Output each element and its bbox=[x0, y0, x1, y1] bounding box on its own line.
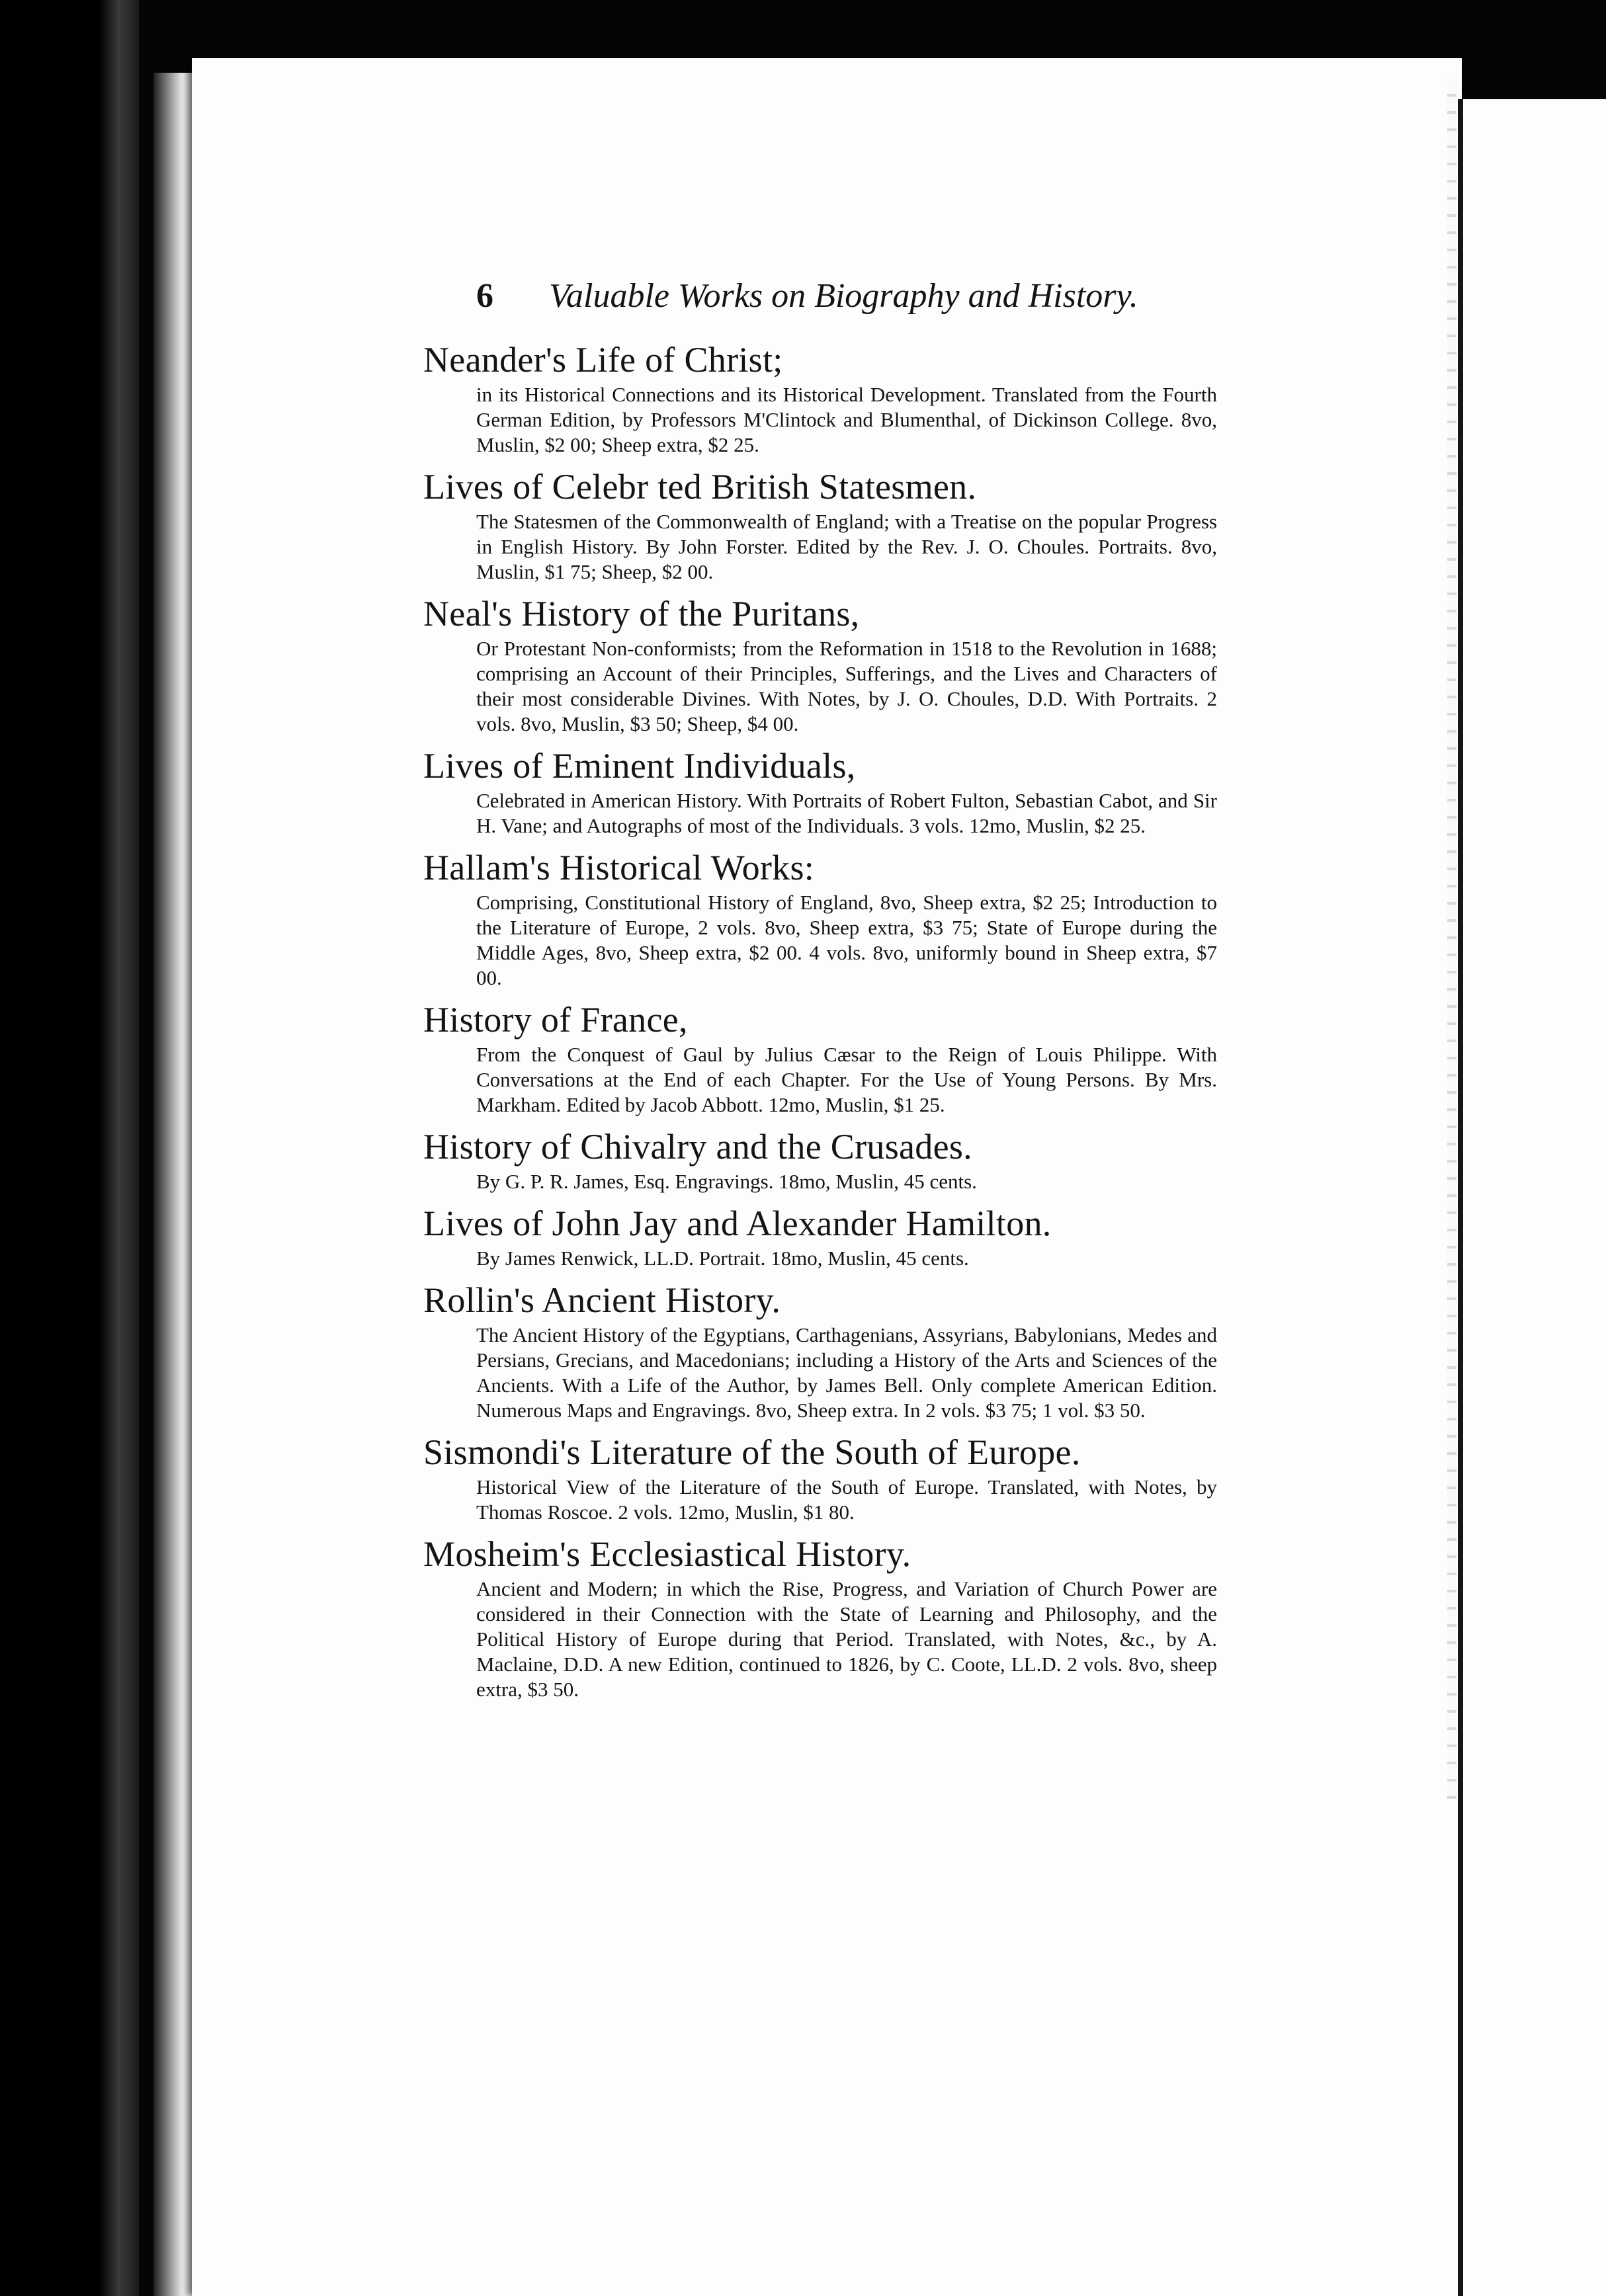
gutter-line bbox=[1458, 99, 1463, 2296]
book-entry bbox=[423, 337, 1217, 458]
book-entry bbox=[423, 1278, 1217, 1423]
book-title: History of Chivalry and the Crusades. bbox=[423, 1127, 972, 1167]
book-entry bbox=[423, 845, 1217, 991]
book-title: Lives of Eminent Individuals, bbox=[423, 746, 856, 786]
book-title: Hallam's Historical Works: bbox=[423, 848, 815, 887]
book-entry bbox=[423, 1201, 1217, 1271]
book-title: Neal's History of the Puritans, bbox=[423, 594, 860, 634]
book-description: Historical View of the Literature of the South of Europe. Translated, with Notes, by Thomas Roscoe. 2 vols. 12mo, Muslin, $1 80. bbox=[476, 1475, 1217, 1524]
book-entry bbox=[423, 997, 1217, 1118]
book-list bbox=[423, 337, 1217, 1709]
facing-page-edge bbox=[1463, 99, 1606, 2296]
book-title: Neander's Life of Christ; bbox=[423, 340, 783, 380]
book-description: The Statesmen of the Commonwealth of England; with a Treatise on the popular Progress in English History. By John Forster. Edited by the Rev. J. O. Choules. Portraits. 8vo, Muslin, $1 75; Sheep, $2 00. bbox=[476, 510, 1217, 583]
book-description: The Ancient History of the Egyptians, Carthagenians, Assyrians, Babylonians, Medes and Persians, Grecians, and Macedonians; including a History of the Arts and Sciences of the Ancients. With a Life of the Author, by James Bell. Only complete American Edition. Numerous Maps and Engravings. 8vo, Sheep extra. In 2 vols. $3 75; 1 vol. $3 50. bbox=[476, 1323, 1217, 1422]
book-description: Or Protestant Non-conformists; from the Reformation in 1518 to the Revolution in 1688; comprising an Account of their Principles, Sufferings, and the Lives and Characters of their most considerable Divines. With Notes, by J. O. Choules, D.D. With Portraits. 2 vols. 8vo, Muslin, $3 50; Sheep, $4 00. bbox=[476, 637, 1217, 735]
book-description: Comprising, Constitutional History of England, 8vo, Sheep extra, $2 25; Introduction to the Literature of Europe, 2 vols. 8vo, Sheep extra, $3 75; State of Europe during the Middle Ages, 8vo, Sheep extra, $2 00. 4 vols. 8vo, uniformly bound in Sheep extra, $7 00. bbox=[476, 891, 1217, 989]
book-description: By James Renwick, LL.D. Portrait. 18mo, Muslin, 45 cents. bbox=[476, 1247, 969, 1270]
book-title: Mosheim's Ecclesiastical History. bbox=[423, 1534, 911, 1574]
book-entry bbox=[423, 464, 1217, 585]
book-description: in its Historical Connections and its Historical Development. Translated from the Fourth German Edition, by Professors M'Clintock and Blumenthal, of Dickinson College. 8vo, Muslin, $2 00; Sheep extra, $2 25. bbox=[476, 383, 1217, 456]
book-description: From the Conquest of Gaul by Julius Cæsar to the Reign of Louis Philippe. With Conversations at the End of each Chapter. For the Use of Young Persons. By Mrs. Markham. Edited by Jacob Abbott. 12mo, Muslin, $1 25. bbox=[476, 1043, 1217, 1116]
scan-border-left bbox=[0, 0, 99, 2296]
page-edge-shadow bbox=[153, 73, 194, 2296]
book-title: Sismondi's Literature of the South of Europe. bbox=[423, 1432, 1081, 1472]
book-entry bbox=[423, 1430, 1217, 1525]
book-description: Celebrated in American History. With Portraits of Robert Fulton, Sebastian Cabot, and Sir H. Vane; and Autographs of most of the Individuals. 3 vols. 12mo, Muslin, $2 25. bbox=[476, 789, 1217, 837]
running-title: Valuable Works on Biography and History. bbox=[549, 277, 1138, 315]
book-entry bbox=[423, 1124, 1217, 1194]
book-entry bbox=[423, 591, 1217, 737]
page-gutter-fold bbox=[1447, 79, 1457, 1799]
page-header bbox=[476, 276, 1204, 323]
page-number: 6 bbox=[476, 277, 493, 315]
book-entry bbox=[423, 1532, 1217, 1702]
book-title: Lives of Celebr ted British Statesmen. bbox=[423, 467, 977, 507]
book-title: Rollin's Ancient History. bbox=[423, 1280, 781, 1320]
book-description: Ancient and Modern; in which the Rise, Progress, and Variation of Church Power are considered in their Connection with the State of Learning and Philosophy, and the Political History of Europe during that Period. Translated, with Notes, &c., by A. Maclaine, D.D. A new Edition, continued to 1826, by C. Coote, LL.D. 2 vols. 8vo, sheep extra, $3 50. bbox=[476, 1577, 1217, 1701]
book-spine-shadow bbox=[103, 0, 139, 2296]
book-description: By G. P. R. James, Esq. Engravings. 18mo, Muslin, 45 cents. bbox=[476, 1170, 977, 1193]
book-title: History of France, bbox=[423, 1000, 688, 1040]
book-entry bbox=[423, 743, 1217, 839]
book-title: Lives of John Jay and Alexander Hamilton. bbox=[423, 1204, 1052, 1243]
